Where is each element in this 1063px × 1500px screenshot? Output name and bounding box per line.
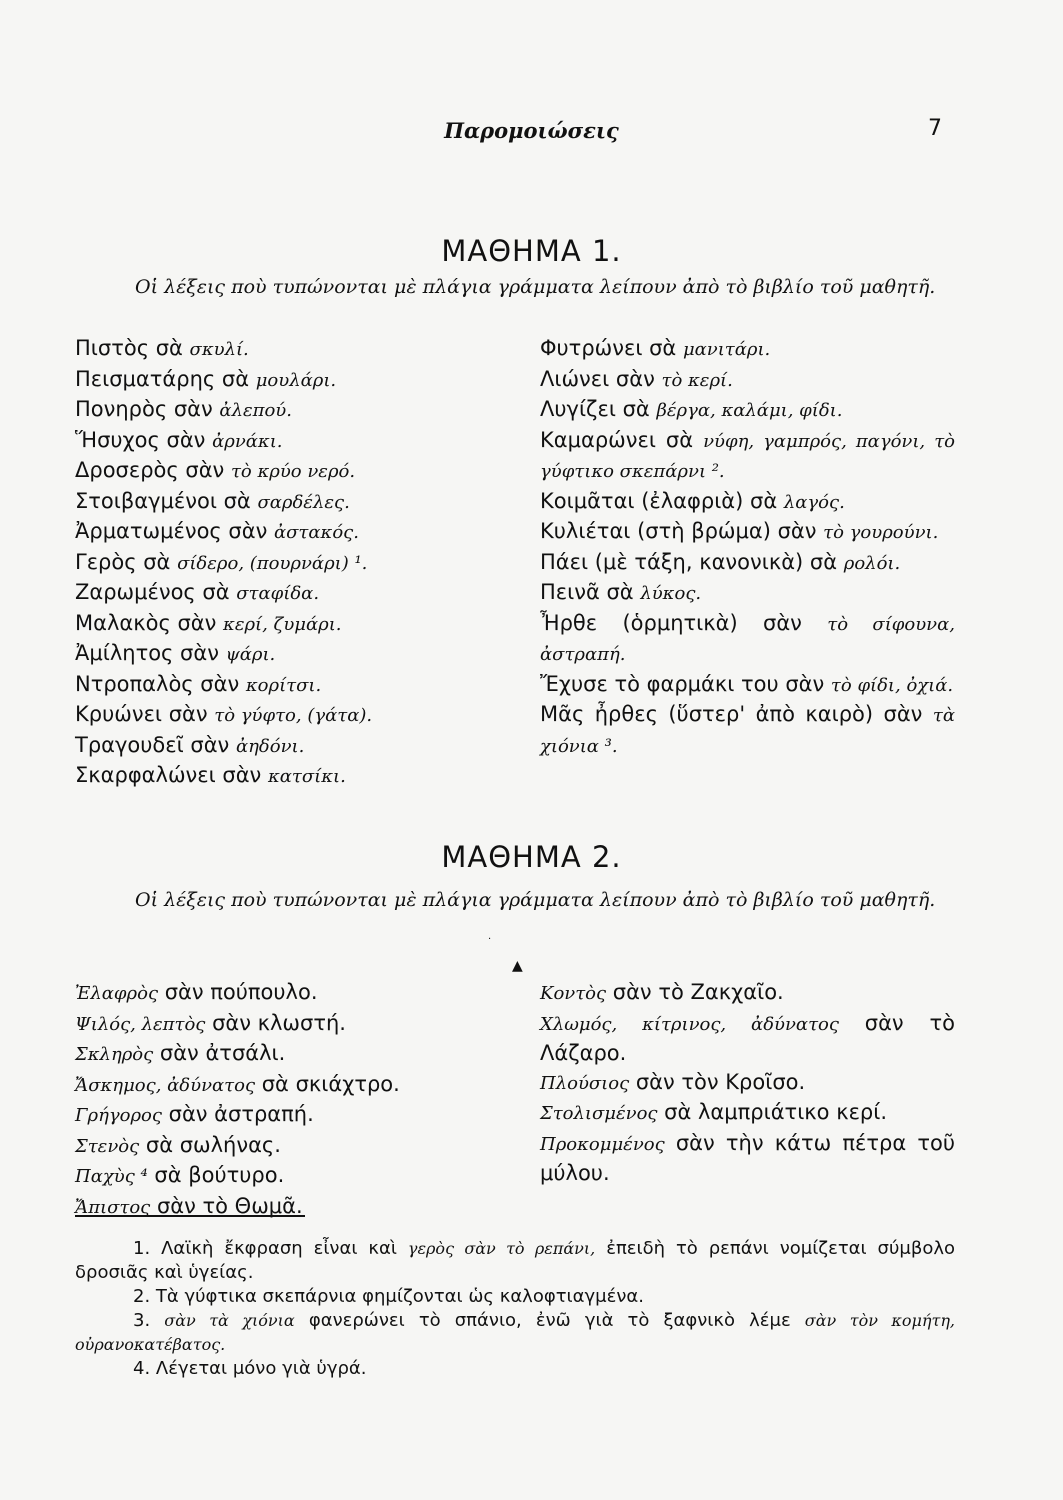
simile-line: Ἐλαφρὸς σὰν πούπουλο. xyxy=(75,980,318,1004)
lesson-2-right-column xyxy=(540,978,955,1188)
simile-line: Πιστὸς σὰ σκυλί. xyxy=(75,336,249,360)
simile-line: Ἦρθε (ὁρμητικὰ) σὰν τὸ σίφουνα, ἀστραπή. xyxy=(540,610,955,665)
lesson-1-title: ΜΑΘΗΜΑ 1. xyxy=(441,234,622,268)
simile-line: Πεινᾶ σὰ λύκος. xyxy=(540,580,702,604)
simile-line: Ἄπιστος σὰν τὸ Θωμᾶ. xyxy=(75,1193,303,1218)
simile-line: Ἀρματωμένος σὰν ἀστακός. xyxy=(75,519,359,543)
simile-line: Δροσερὸς σὰν τὸ κρύο νερό. xyxy=(75,458,356,482)
footnotes xyxy=(75,1237,955,1381)
simile-line: Προκομμένος σὰν τὴν κάτω πέτρα τοῦ μύλου. xyxy=(540,1130,955,1185)
simile-line: Σκληρὸς σὰν ἀτσάλι. xyxy=(75,1041,286,1065)
simile-line: Ζαρωμένος σὰ σταφίδα. xyxy=(75,580,320,604)
lesson-2-left-column xyxy=(75,978,505,1222)
page-number: 7 xyxy=(928,116,942,141)
simile-line: Πλούσιος σὰν τὸν Κροῖσο. xyxy=(540,1069,806,1094)
lesson-1-note: Οἱ λέξεις ποὺ τυπώνονται μὲ πλάγια γράμματα λείπουν ἀπὸ τὸ βιβλίο τοῦ μαθητῆ. xyxy=(135,276,936,298)
print-speck: · xyxy=(488,934,492,945)
simile-line: Χλωμός, κίτρινος, ἀδύνατος σὰν τὸ Λάζαρο. xyxy=(540,1010,955,1065)
lesson-2-note: Οἱ λέξεις ποὺ τυπώνονται μὲ πλάγια γράμματα λείπουν ἀπὸ τὸ βιβλίο τοῦ μαθητῆ. xyxy=(135,889,936,911)
simile-line: Πονηρὸς σὰν ἀλεπού. xyxy=(75,397,292,421)
simile-line: Τραγουδεῖ σὰν ἀηδόνι. xyxy=(75,732,305,757)
simile-line: Μᾶς ἦρθες (ὕστερ' ἀπὸ καιρὸ) σὰν τὰ χιόνια ³. xyxy=(540,702,955,757)
simile-line: Κοντὸς σὰν τὸ Ζακχαῖο. xyxy=(540,980,784,1004)
simile-line: Λιώνει σὰν τὸ κερί. xyxy=(540,366,733,391)
footnote: 2. Τὰ γύφτικα σκεπάρνια φημίζονται ὡς καλοφτιαγμένα. xyxy=(133,1286,644,1307)
footnote-divider xyxy=(75,1215,305,1217)
simile-line: Παχὺς ⁴ σὰ βούτυρο. xyxy=(75,1163,285,1187)
simile-line: Λυγίζει σὰ βέργα, καλάμι, φίδι. xyxy=(540,397,843,421)
simile-line: Σκαρφαλώνει σὰν κατσίκι. xyxy=(75,763,346,787)
simile-line: Στοιβαγμένοι σὰ σαρδέλες. xyxy=(75,488,350,513)
section-mark-triangle-icon: ▲ xyxy=(512,958,523,974)
simile-line: Ψιλός, λεπτὸς σὰν κλωστή. xyxy=(75,1010,346,1035)
simile-line: Ἄσκημος, ἀδύνατος σὰ σκιάχτρο. xyxy=(75,1071,400,1096)
simile-line: Ἥσυχος σὰν ἀρνάκι. xyxy=(75,427,283,452)
simile-line: Καμαρώνει σὰ νύφη, γαμπρός, παγόνι, τὸ γύφτικο σκεπάρνι ². xyxy=(540,427,955,482)
simile-line: Κοιμᾶται (ἐλαφριὰ) σὰ λαγός. xyxy=(540,488,845,513)
simile-line: Ἀμίλητος σὰν ψάρι. xyxy=(75,641,276,665)
lesson-1-left-column xyxy=(75,334,505,792)
simile-line: Κυλιέται (στὴ βρώμα) σὰν τὸ γουρούνι. xyxy=(540,519,939,543)
simile-line: Στενὸς σὰ σωλήνας. xyxy=(75,1132,281,1157)
footnote: 3. σὰν τὰ χιόνια φανερώνει τὸ σπάνιο, ἐνῶ γιὰ τὸ ξαφνικὸ λέμε σὰν τὸν κομήτη, οὐρανοκατέβατος. xyxy=(75,1310,956,1354)
simile-line: Κρυώνει σὰν τὸ γύφτο, (γάτα). xyxy=(75,702,373,726)
simile-line: Γρήγορος σὰν ἀστραπή. xyxy=(75,1102,314,1126)
lesson-1-right-column xyxy=(540,334,955,761)
simile-line: Στολισμένος σὰ λαμπριάτικο κερί. xyxy=(540,1100,888,1124)
simile-line: Φυτρώνει σὰ μανιτάρι. xyxy=(540,336,771,360)
running-title: Παρομοιώσεις xyxy=(444,118,619,143)
footnote: 1. Λαϊκὴ ἔκφραση εἶναι καὶ γερὸς σὰν τὸ ρεπάνι, ἐπειδὴ τὸ ρεπάνι νομίζεται σύμβολο δροσιᾶς καὶ ὑγείας. xyxy=(75,1238,955,1283)
footnote: 4. Λέγεται μόνο γιὰ ὑγρά. xyxy=(133,1358,367,1379)
simile-line: Πεισματάρης σὰ μουλάρι. xyxy=(75,366,337,391)
simile-line: Ντροπαλὸς σὰν κορίτσι. xyxy=(75,671,322,696)
simile-line: Ἔχυσε τὸ φαρμάκι του σὰν τὸ φίδι, ὀχιά. xyxy=(540,671,954,696)
simile-line: Γερὸς σὰ σίδερο, (πουρνάρι) ¹. xyxy=(75,549,368,574)
simile-line: Μαλακὸς σὰν κερί, ζυμάρι. xyxy=(75,610,342,635)
lesson-2-title: ΜΑΘΗΜΑ 2. xyxy=(441,840,622,874)
simile-line: Πάει (μὲ τάξη, κανονικὰ) σὰ ρολόι. xyxy=(540,549,901,574)
